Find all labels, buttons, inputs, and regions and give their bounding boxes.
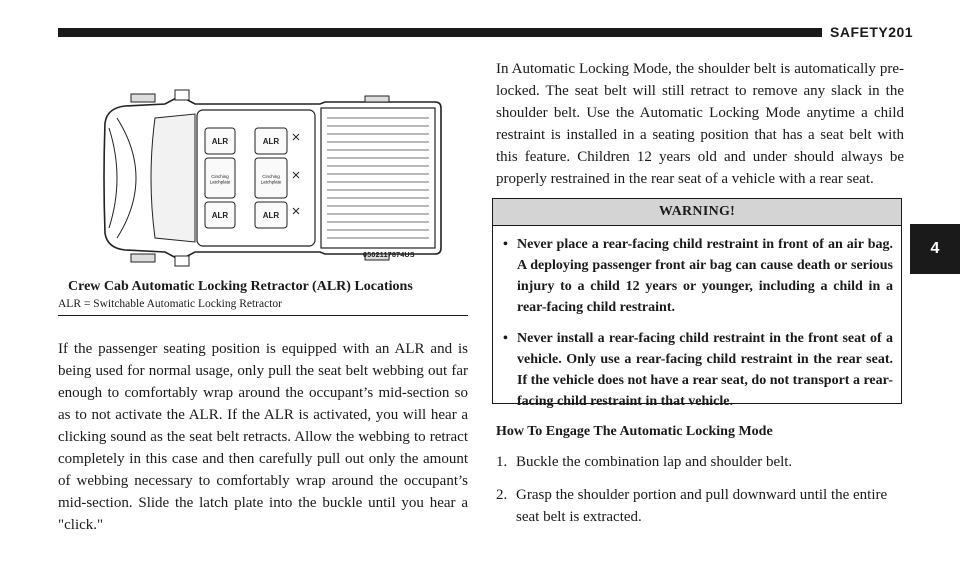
latchplate-label-rear: Cinching Latchplate [260, 174, 282, 185]
truck-seating-diagram [95, 88, 445, 268]
warning-list [493, 226, 901, 412]
warning-item-text: Never place a rear-facing child restraint in front of an air bag. A deploying passenger front air bag can cause death or serious injury to a child 12 years or younger, including a child in a rear-facing child restraint. [517, 237, 893, 315]
truck-topview-illustration [95, 88, 445, 268]
step-number: 2. [496, 487, 508, 503]
step-item [496, 484, 906, 528]
warning-title: WARNING! [493, 199, 901, 226]
steps-list [496, 451, 906, 539]
step-text: Grasp the shoulder portion and pull downward until the entire seat belt is extracted. [516, 487, 888, 525]
body-paragraph-left: If the passenger seating position is equipped with an ALR and is being used for normal usage, only pull the seat belt webbing out far enough to comfortably wrap around the occupant’s mid-section so as to not activate the ALR. If the ALR is activated, you will hear a clicking sound as the seat belt retracts. Allow the webbing to retract completely in this case and then carefully pull out only the amount of webbing necessary to comfortably wrap around the occupant’s mid-section. Slide the latch plate into the buckle until you hear a "click." [58, 341, 468, 533]
warning-item [501, 234, 893, 318]
step-item [496, 451, 906, 473]
alr-label-rear-left: ALR [262, 137, 280, 146]
figure-caption-title: Crew Cab Automatic Locking Retractor (ALR) Locations [68, 279, 413, 294]
chapter-tab[interactable]: 4 [910, 224, 960, 274]
section-title: SAFETY [830, 24, 889, 40]
step-text: Buckle the combination lap and shoulder belt. [516, 454, 793, 470]
bullet-icon: • [503, 331, 508, 346]
body-paragraph-right: In Automatic Locking Mode, the shoulder belt is automatically pre-locked. The seat belt will still retract to remove any slack in the shoulder belt. Use the Automatic Locking Mode anytime a child restraint is installed in a seating position that has a seat belt with this feature. Children 12 years old and under should always be properly restrained in the rear seat of a vehicle with a rear seat. [496, 61, 904, 187]
bullet-icon: • [503, 237, 508, 252]
step-number: 1. [496, 454, 508, 470]
section-subheading: How To Engage The Automatic Locking Mode [496, 424, 773, 439]
caption-divider [58, 315, 468, 316]
warning-item-text: Never install a rear-facing child restraint in the front seat of a vehicle. Only use a rear-facing child restraint in the rear seat. If the vehicle does not have a rear seat, do not transport a rear-facing child restraint in that vehicle. [517, 331, 893, 409]
figure-caption-subtitle: ALR = Switchable Automatic Locking Retractor [58, 298, 282, 310]
warning-box [492, 198, 902, 409]
header-rule [58, 28, 822, 37]
page-header [830, 22, 914, 42]
alr-label-rear-right: ALR [262, 211, 280, 220]
warning-item [501, 328, 893, 412]
page-number: 201 [888, 24, 914, 40]
latchplate-label-front: Cinching Latchplate [209, 174, 231, 185]
alr-label-front-right: ALR [211, 211, 229, 220]
alr-label-front-left: ALR [211, 137, 229, 146]
figure-code: 0502117874US [363, 252, 415, 259]
